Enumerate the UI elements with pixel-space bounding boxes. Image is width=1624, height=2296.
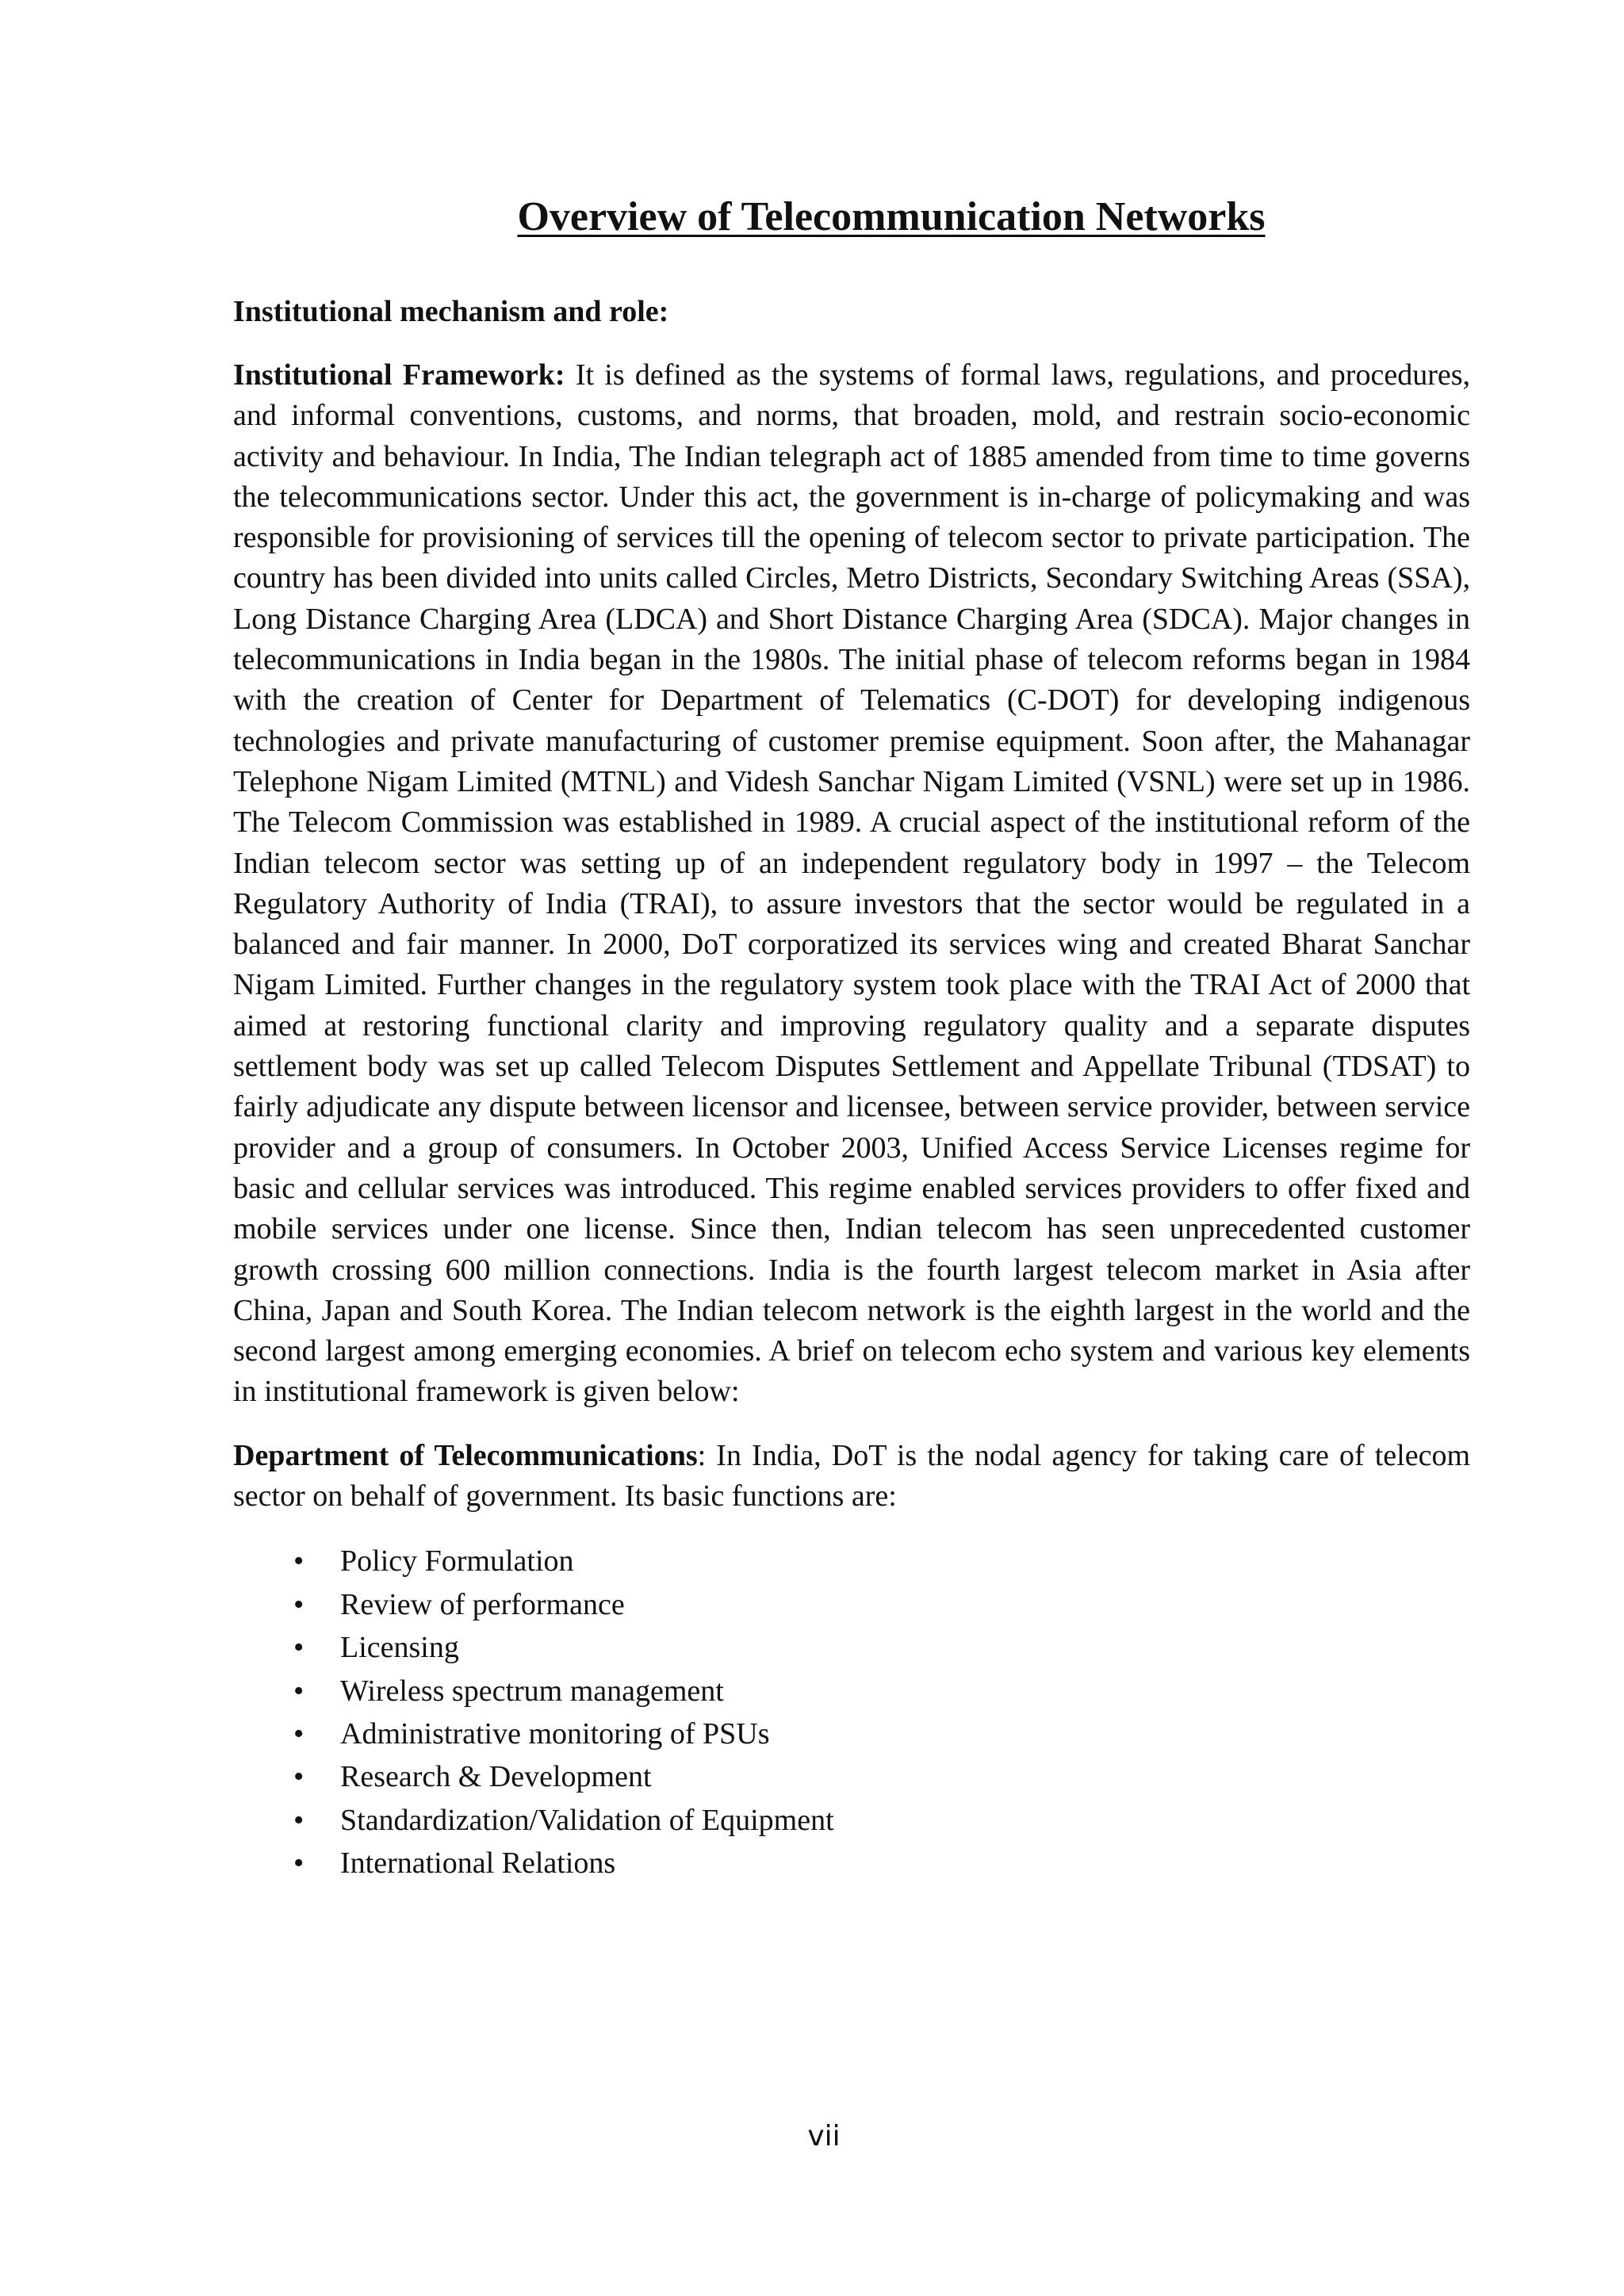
bullet-icon: • xyxy=(293,1803,304,1837)
list-item-text: Policy Formulation xyxy=(340,1544,574,1578)
list-item-text: Standardization/Validation of Equipment xyxy=(340,1803,834,1837)
list-item xyxy=(233,1842,1470,1885)
list-item-text: Administrative monitoring of PSUs xyxy=(340,1716,770,1751)
institutional-framework-text: It is defined as the systems of formal laws, regulations, and procedures, and informal conventions, customs, and norms, that broaden, mold, and restrain socio-economic activity and behaviour. In India, The Indian telegraph act of 1885 amended from time to time governs the telecommunications sector. Under this act, the government is in-charge of policymaking and was responsible for provisioning of services till the opening of telecom sector to private participation. The country has been divided into units called Circles, Metro Districts, Secondary Switching Areas (SSA), Long Distance Charging Area (LDCA) and Short Distance Charging Area (SDCA). Major changes in telecommunications in India began in the 1980s. The initial phase of telecom reforms began in 1984 with the creation of Center for Department of Telematics (C-DOT) for developing indigenous technologies and private manufacturing of customer premise equipment. Soon after, the Mahanagar Telephone Nigam Limited (MTNL) and Videsh Sanchar Nigam Limited (VSNL) were set up in 1986. The Telecom Commission was established in 1989. A crucial aspect of the institutional reform of the Indian telecom sector was setting up of an independent regulatory body in 1997 – the Telecom Regulatory Authority of India (TRAI), to assure investors that the sector would be regulated in a balanced and fair manner. In 2000, DoT corporatized its services wing and created Bharat Sanchar Nigam Limited. Further changes in the regulatory system took place with the TRAI Act of 2000 that aimed at restoring functional clarity and improving regulatory quality and a separate disputes settlement body was set up called Telecom Disputes Settlement and Appellate Tribunal (TDSAT) to fairly adjudicate any dispute between licensor and licensee, between service provider, between service provider and a group of consumers. In October 2003, Unified Access Service Licenses regime for basic and cellular services was introduced. This regime enabled services providers to offer fixed and mobile services under one license. Since then, Indian telecom has seen unprecedented customer growth crossing 600 million connections. India is the fourth largest telecom market in Asia after China, Japan and South Korea. The Indian telecom network is the eighth largest in the world and the second largest among emerging economies. A brief on telecom echo system and various key elements in institutional framework is given below: xyxy=(233,358,1470,1409)
bullet-icon: • xyxy=(293,1716,304,1751)
list-item xyxy=(233,1712,1470,1755)
document-title: Overview of Telecommunication Networks xyxy=(517,194,1266,239)
dot-label: Department of Telecommunications xyxy=(233,1438,698,1472)
list-item-text: International Relations xyxy=(340,1846,616,1881)
bullet-icon: • xyxy=(293,1674,304,1708)
page-content xyxy=(233,190,1470,1885)
list-item-text: Licensing xyxy=(340,1631,459,1665)
section-heading: Institutional mechanism and role: xyxy=(233,295,669,328)
bullet-icon: • xyxy=(293,1587,304,1621)
bullet-icon: • xyxy=(293,1544,304,1578)
list-item xyxy=(233,1540,1470,1582)
bullet-icon: • xyxy=(293,1846,304,1881)
list-item xyxy=(233,1583,1470,1626)
page-number: vii xyxy=(807,2120,841,2152)
list-item xyxy=(233,1799,1470,1842)
dot-functions-list xyxy=(233,1540,1470,1885)
list-item xyxy=(233,1670,1470,1712)
dot-text: : In India, DoT is the nodal agency for taking care of telecom sector on behalf of government. Its basic functions are: xyxy=(233,1438,1470,1513)
bullet-icon: • xyxy=(293,1631,304,1665)
institutional-framework-paragraph xyxy=(233,355,1470,1413)
list-item xyxy=(233,1626,1470,1669)
list-item-text: Review of performance xyxy=(340,1587,625,1621)
list-item xyxy=(233,1755,1470,1798)
list-item-text: Research & Development xyxy=(340,1760,652,1794)
institutional-framework-label: Institutional Framework: xyxy=(233,358,565,392)
bullet-icon: • xyxy=(293,1760,304,1794)
list-item-text: Wireless spectrum management xyxy=(340,1674,724,1708)
dot-paragraph xyxy=(233,1436,1470,1517)
